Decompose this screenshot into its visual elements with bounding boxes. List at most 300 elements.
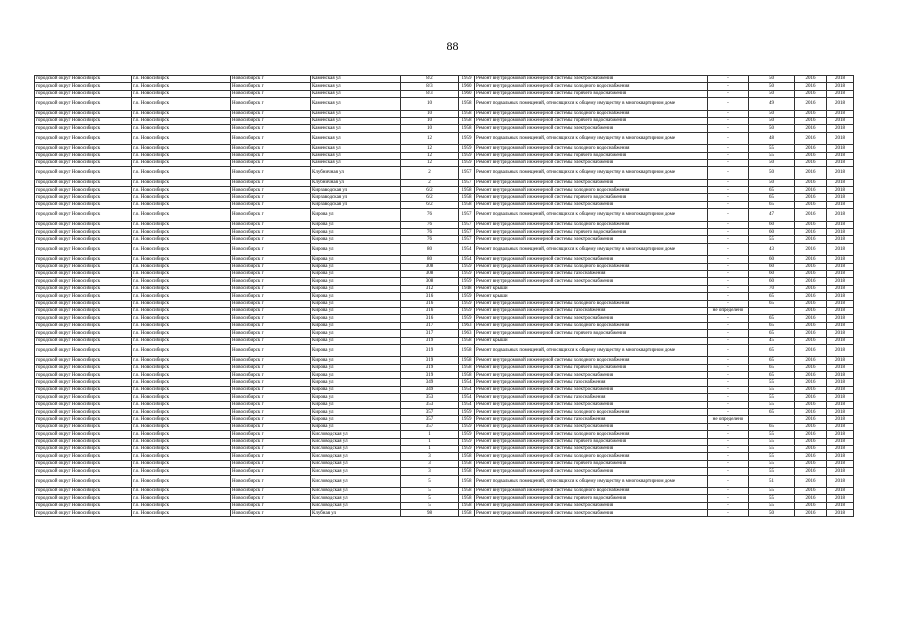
- start-year-cell: 2016: [795, 487, 827, 494]
- table-row: [35, 487, 854, 494]
- street-cell: Кирова ул: [311, 416, 401, 423]
- municipal-district-cell: городской округ Новосибирск: [35, 337, 132, 344]
- end-year-cell: 2018: [827, 209, 854, 221]
- build-year-cell: 1957: [459, 221, 475, 228]
- settlement-cell: Новосибирск г: [231, 357, 311, 364]
- street-cell: Каменская ул: [311, 98, 401, 110]
- work-type-cell: Ремонт внутридомовой инженерной системы газоснабжения: [475, 416, 708, 423]
- municipality-cell: г.о. Новосибирск: [132, 386, 231, 393]
- house-number-cell: 349: [401, 379, 459, 386]
- table-row: [35, 152, 854, 159]
- start-year-cell: 2016: [795, 453, 827, 460]
- street-cell: Кирова ул: [311, 221, 401, 228]
- status-cell: -: [708, 209, 749, 221]
- municipal-district-cell: городской округ Новосибирск: [35, 98, 132, 110]
- municipality-cell: г.о. Новосибирск: [132, 495, 231, 502]
- end-year-cell: 2018: [827, 416, 854, 423]
- build-year-cell: 1958: [459, 117, 475, 124]
- street-cell: Кирзаводская ул: [311, 187, 401, 194]
- work-type-cell: Ремонт внутридомовой инженерной системы электроснабжения: [475, 502, 708, 509]
- start-year-cell: 2016: [795, 468, 827, 475]
- build-year-cell: 1954: [459, 256, 475, 263]
- status-cell: -: [708, 221, 749, 228]
- house-number-cell: 1: [401, 445, 459, 452]
- start-year-cell: 2016: [795, 495, 827, 502]
- municipal-district-cell: городской округ Новосибирск: [35, 315, 132, 322]
- settlement-cell: Новосибирск г: [231, 179, 311, 186]
- end-year-cell: 2018: [827, 401, 854, 408]
- work-type-cell: Ремонт внутридомовой инженерной системы электроснабжения: [475, 76, 708, 83]
- wear-percent-cell: 65: [749, 322, 795, 329]
- municipal-district-cell: городской округ Новосибирск: [35, 159, 132, 166]
- municipality-cell: г.о. Новосибирск: [132, 409, 231, 416]
- settlement-cell: Новосибирск г: [231, 117, 311, 124]
- start-year-cell: 2016: [795, 167, 827, 179]
- street-cell: Кирова ул: [311, 209, 401, 221]
- house-number-cell: 319: [401, 357, 459, 364]
- street-cell: Каменская ул: [311, 132, 401, 144]
- house-number-cell: 12: [401, 145, 459, 152]
- street-cell: Каменская ул: [311, 76, 401, 83]
- start-year-cell: 2016: [795, 315, 827, 322]
- build-year-cell: 1958: [459, 110, 475, 117]
- table-row: [35, 98, 854, 110]
- build-year-cell: 1958: [459, 502, 475, 509]
- build-year-cell: 1958: [459, 495, 475, 502]
- table-row: [35, 468, 854, 475]
- settlement-cell: Новосибирск г: [231, 132, 311, 144]
- house-number-cell: 6/2: [401, 201, 459, 208]
- table-row: [35, 229, 854, 236]
- settlement-cell: Новосибирск г: [231, 372, 311, 379]
- table-row: [35, 394, 854, 401]
- status-cell: -: [708, 460, 749, 467]
- table-row: [35, 337, 854, 344]
- municipality-cell: г.о. Новосибирск: [132, 152, 231, 159]
- start-year-cell: 2016: [795, 475, 827, 487]
- wear-percent-cell: 55: [749, 145, 795, 152]
- end-year-cell: 2018: [827, 337, 854, 344]
- municipal-district-cell: городской округ Новосибирск: [35, 125, 132, 132]
- house-number-cell: 312: [401, 285, 459, 292]
- wear-percent-cell: 60: [749, 278, 795, 285]
- start-year-cell: 2016: [795, 83, 827, 90]
- house-number-cell: 12: [401, 152, 459, 159]
- municipal-district-cell: городской округ Новосибирск: [35, 293, 132, 300]
- end-year-cell: 2018: [827, 187, 854, 194]
- settlement-cell: Новосибирск г: [231, 453, 311, 460]
- municipal-district-cell: городской округ Новосибирск: [35, 145, 132, 152]
- table-row: [35, 475, 854, 487]
- end-year-cell: 2018: [827, 364, 854, 371]
- table-row: [35, 76, 854, 83]
- end-year-cell: 2018: [827, 76, 854, 83]
- house-number-cell: 5: [401, 495, 459, 502]
- settlement-cell: Новосибирск г: [231, 125, 311, 132]
- start-year-cell: 2016: [795, 236, 827, 243]
- street-cell: Кирова ул: [311, 256, 401, 263]
- build-year-cell: 1958: [459, 372, 475, 379]
- table-row: [35, 307, 854, 314]
- house-number-cell: 98: [401, 510, 459, 517]
- table-row: [35, 372, 854, 379]
- status-cell: -: [708, 409, 749, 416]
- municipality-cell: г.о. Новосибирск: [132, 510, 231, 517]
- start-year-cell: 2016: [795, 152, 827, 159]
- table-row: [35, 187, 854, 194]
- house-number-cell: 12: [401, 132, 459, 144]
- start-year-cell: 2016: [795, 307, 827, 314]
- build-year-cell: 1963: [459, 330, 475, 337]
- wear-percent-cell: 55: [749, 487, 795, 494]
- wear-percent-cell: 55: [749, 401, 795, 408]
- municipal-district-cell: городской округ Новосибирск: [35, 502, 132, 509]
- street-cell: Каменская ул: [311, 125, 401, 132]
- end-year-cell: 2018: [827, 98, 854, 110]
- work-type-cell: Ремонт внутридомовой инженерной системы электроснабжения: [475, 510, 708, 517]
- house-number-cell: 76: [401, 209, 459, 221]
- status-cell: -: [708, 330, 749, 337]
- table-row: [35, 167, 854, 179]
- work-type-cell: Ремонт внутридомовой инженерной системы горячего водоснабжения: [475, 229, 708, 236]
- municipal-district-cell: городской округ Новосибирск: [35, 423, 132, 430]
- house-number-cell: 10: [401, 117, 459, 124]
- municipal-district-cell: городской округ Новосибирск: [35, 495, 132, 502]
- house-number-cell: 349: [401, 386, 459, 393]
- work-type-cell: Ремонт внутридомовой инженерной системы электроснабжения: [475, 278, 708, 285]
- street-cell: Кирова ул: [311, 357, 401, 364]
- wear-percent-cell: 65: [749, 194, 795, 201]
- status-cell: -: [708, 117, 749, 124]
- start-year-cell: 2016: [795, 438, 827, 445]
- settlement-cell: Новосибирск г: [231, 379, 311, 386]
- street-cell: Кирова ул: [311, 263, 401, 270]
- table-row: [35, 364, 854, 371]
- end-year-cell: 2018: [827, 357, 854, 364]
- municipality-cell: г.о. Новосибирск: [132, 194, 231, 201]
- table-row: [35, 278, 854, 285]
- table-row: [35, 159, 854, 166]
- settlement-cell: Новосибирск г: [231, 416, 311, 423]
- municipality-cell: г.о. Новосибирск: [132, 278, 231, 285]
- build-year-cell: 1959: [459, 270, 475, 277]
- work-type-cell: Ремонт внутридомовой инженерной системы горячего водоснабжения: [475, 90, 708, 97]
- wear-percent-cell: 60: [749, 256, 795, 263]
- house-number-cell: 357: [401, 416, 459, 423]
- municipal-district-cell: городской округ Новосибирск: [35, 263, 132, 270]
- end-year-cell: 2018: [827, 152, 854, 159]
- end-year-cell: 2018: [827, 132, 854, 144]
- settlement-cell: Новосибирск г: [231, 263, 311, 270]
- table-row: [35, 256, 854, 263]
- build-year-cell: 1954: [459, 386, 475, 393]
- status-cell: -: [708, 285, 749, 292]
- work-type-cell: Ремонт подвальных помещений, относящихся к общему имуществу в многоквартирном доме: [475, 243, 708, 255]
- build-year-cell: 1958: [459, 357, 475, 364]
- build-year-cell: 1958: [459, 125, 475, 132]
- settlement-cell: Новосибирск г: [231, 475, 311, 487]
- end-year-cell: 2018: [827, 394, 854, 401]
- status-cell: -: [708, 344, 749, 356]
- table-row: [35, 90, 854, 97]
- build-year-cell: 1958: [459, 468, 475, 475]
- house-number-cell: 357: [401, 409, 459, 416]
- status-cell: -: [708, 394, 749, 401]
- municipality-cell: г.о. Новосибирск: [132, 431, 231, 438]
- municipality-cell: г.о. Новосибирск: [132, 83, 231, 90]
- build-year-cell: 1958: [459, 460, 475, 467]
- work-type-cell: Ремонт внутридомовой инженерной системы горячего водоснабжения: [475, 438, 708, 445]
- table-row: [35, 438, 854, 445]
- work-type-cell: Ремонт крыши: [475, 337, 708, 344]
- work-type-cell: Ремонт внутридомовой инженерной системы электроснабжения: [475, 236, 708, 243]
- start-year-cell: 2016: [795, 201, 827, 208]
- status-cell: -: [708, 179, 749, 186]
- wear-percent-cell: 50: [749, 179, 795, 186]
- settlement-cell: Новосибирск г: [231, 409, 311, 416]
- end-year-cell: 2018: [827, 300, 854, 307]
- settlement-cell: Новосибирск г: [231, 300, 311, 307]
- municipality-cell: г.о. Новосибирск: [132, 394, 231, 401]
- street-cell: Клубничная ул: [311, 167, 401, 179]
- municipality-cell: г.о. Новосибирск: [132, 344, 231, 356]
- build-year-cell: 1963: [459, 322, 475, 329]
- build-year-cell: 1959: [459, 145, 475, 152]
- table-row: [35, 401, 854, 408]
- municipal-district-cell: городской округ Новосибирск: [35, 468, 132, 475]
- street-cell: Кисловодская ул: [311, 438, 401, 445]
- municipal-district-cell: городской округ Новосибирск: [35, 487, 132, 494]
- status-cell: -: [708, 263, 749, 270]
- build-year-cell: 1958: [459, 510, 475, 517]
- municipal-district-cell: городской округ Новосибирск: [35, 431, 132, 438]
- municipal-district-cell: городской округ Новосибирск: [35, 386, 132, 393]
- wear-percent-cell: 50: [749, 83, 795, 90]
- wear-percent-cell: 55: [749, 502, 795, 509]
- wear-percent-cell: 55: [749, 495, 795, 502]
- status-cell: -: [708, 125, 749, 132]
- municipality-cell: г.о. Новосибирск: [132, 256, 231, 263]
- house-number-cell: 10: [401, 125, 459, 132]
- street-cell: Кисловодская ул: [311, 431, 401, 438]
- street-cell: Каменская ул: [311, 90, 401, 97]
- table-row: [35, 510, 854, 517]
- settlement-cell: Новосибирск г: [231, 167, 311, 179]
- table-row: [35, 110, 854, 117]
- start-year-cell: 2016: [795, 409, 827, 416]
- house-number-cell: 6/2: [401, 194, 459, 201]
- wear-percent-cell: 51: [749, 475, 795, 487]
- work-type-cell: Ремонт внутридомовой инженерной системы холодного водоснабжения: [475, 110, 708, 117]
- work-type-cell: Ремонт внутридомовой инженерной системы горячего водоснабжения: [475, 364, 708, 371]
- work-type-cell: Ремонт внутридомовой инженерной системы электроснабжения: [475, 468, 708, 475]
- street-cell: Кирова ул: [311, 243, 401, 255]
- end-year-cell: 2018: [827, 110, 854, 117]
- start-year-cell: 2016: [795, 263, 827, 270]
- municipal-district-cell: городской округ Новосибирск: [35, 209, 132, 221]
- end-year-cell: 2018: [827, 445, 854, 452]
- start-year-cell: 2016: [795, 229, 827, 236]
- municipal-district-cell: городской округ Новосибирск: [35, 409, 132, 416]
- house-number-cell: 308: [401, 270, 459, 277]
- end-year-cell: 2018: [827, 460, 854, 467]
- work-type-cell: Ремонт внутридомовой инженерной системы газоснабжения: [475, 394, 708, 401]
- house-number-cell: 3: [401, 453, 459, 460]
- work-type-cell: Ремонт внутридомовой инженерной системы холодного водоснабжения: [475, 431, 708, 438]
- settlement-cell: Новосибирск г: [231, 256, 311, 263]
- house-number-cell: 319: [401, 372, 459, 379]
- house-number-cell: 5: [401, 487, 459, 494]
- start-year-cell: 2016: [795, 423, 827, 430]
- wear-percent-cell: 55: [749, 445, 795, 452]
- wear-percent-cell: 43: [749, 243, 795, 255]
- work-type-cell: Ремонт подвальных помещений, относящихся к общему имуществу в многоквартирном доме: [475, 98, 708, 110]
- street-cell: Кисловодская ул: [311, 445, 401, 452]
- municipality-cell: г.о. Новосибирск: [132, 438, 231, 445]
- build-year-cell: 1959: [459, 159, 475, 166]
- settlement-cell: Новосибирск г: [231, 315, 311, 322]
- work-type-cell: Ремонт внутридомовой инженерной системы газоснабжения: [475, 379, 708, 386]
- street-cell: Кирова ул: [311, 386, 401, 393]
- table-row: [35, 145, 854, 152]
- status-cell: -: [708, 243, 749, 255]
- status-cell: -: [708, 270, 749, 277]
- work-type-cell: Ремонт внутридомовой инженерной системы холодного водоснабжения: [475, 221, 708, 228]
- build-year-cell: 1959: [459, 293, 475, 300]
- end-year-cell: 2018: [827, 159, 854, 166]
- house-number-cell: 80: [401, 243, 459, 255]
- municipal-district-cell: городской округ Новосибирск: [35, 445, 132, 452]
- work-type-cell: Ремонт внутридомовой инженерной системы электроснабжения: [475, 445, 708, 452]
- work-type-cell: Ремонт внутридомовой инженерной системы горячего водоснабжения: [475, 152, 708, 159]
- street-cell: Кисловодская ул: [311, 453, 401, 460]
- status-cell: -: [708, 152, 749, 159]
- table-row: [35, 125, 854, 132]
- house-number-cell: 353: [401, 394, 459, 401]
- municipality-cell: г.о. Новосибирск: [132, 460, 231, 467]
- municipality-cell: г.о. Новосибирск: [132, 364, 231, 371]
- street-cell: Кирова ул: [311, 330, 401, 337]
- municipal-district-cell: городской округ Новосибирск: [35, 110, 132, 117]
- wear-percent-cell: 55: [749, 386, 795, 393]
- settlement-cell: Новосибирск г: [231, 337, 311, 344]
- build-year-cell: 1958: [459, 187, 475, 194]
- street-cell: Каменская ул: [311, 110, 401, 117]
- start-year-cell: 2016: [795, 278, 827, 285]
- settlement-cell: Новосибирск г: [231, 221, 311, 228]
- end-year-cell: 2018: [827, 117, 854, 124]
- settlement-cell: Новосибирск г: [231, 270, 311, 277]
- work-type-cell: Ремонт крыши: [475, 285, 708, 292]
- table-row: [35, 179, 854, 186]
- end-year-cell: 2018: [827, 285, 854, 292]
- status-cell: -: [708, 510, 749, 517]
- status-cell: -: [708, 364, 749, 371]
- wear-percent-cell: 60: [749, 263, 795, 270]
- build-year-cell: 1959: [459, 263, 475, 270]
- municipality-cell: г.о. Новосибирск: [132, 285, 231, 292]
- table-row: [35, 285, 854, 292]
- municipal-district-cell: городской округ Новосибирск: [35, 167, 132, 179]
- municipality-cell: г.о. Новосибирск: [132, 423, 231, 430]
- street-cell: Кирова ул: [311, 307, 401, 314]
- settlement-cell: Новосибирск г: [231, 423, 311, 430]
- municipal-district-cell: городской округ Новосибирск: [35, 344, 132, 356]
- settlement-cell: Новосибирск г: [231, 201, 311, 208]
- settlement-cell: Новосибирск г: [231, 236, 311, 243]
- start-year-cell: 2016: [795, 285, 827, 292]
- wear-percent-cell: [749, 307, 795, 314]
- build-year-cell: 1954: [459, 401, 475, 408]
- municipality-cell: г.о. Новосибирск: [132, 330, 231, 337]
- wear-percent-cell: 50: [749, 117, 795, 124]
- house-number-cell: 316: [401, 293, 459, 300]
- settlement-cell: Новосибирск г: [231, 460, 311, 467]
- house-number-cell: 316: [401, 300, 459, 307]
- settlement-cell: Новосибирск г: [231, 394, 311, 401]
- wear-percent-cell: 50: [749, 90, 795, 97]
- work-type-cell: Ремонт подвальных помещений, относящихся к общему имуществу в многоквартирном доме: [475, 209, 708, 221]
- house-number-cell: 3: [401, 460, 459, 467]
- start-year-cell: 2016: [795, 179, 827, 186]
- end-year-cell: 2018: [827, 487, 854, 494]
- status-cell: -: [708, 337, 749, 344]
- wear-percent-cell: 65: [749, 201, 795, 208]
- wear-percent-cell: 70: [749, 285, 795, 292]
- end-year-cell: 2018: [827, 510, 854, 517]
- street-cell: Кирова ул: [311, 236, 401, 243]
- street-cell: Кисловодская ул: [311, 475, 401, 487]
- wear-percent-cell: 55: [749, 236, 795, 243]
- build-year-cell: 1959: [459, 300, 475, 307]
- build-year-cell: 1958: [459, 201, 475, 208]
- table-row: [35, 409, 854, 416]
- table-row: [35, 453, 854, 460]
- municipality-cell: г.о. Новосибирск: [132, 243, 231, 255]
- street-cell: Кирова ул: [311, 300, 401, 307]
- settlement-cell: Новосибирск г: [231, 293, 311, 300]
- house-number-cell: 2: [401, 179, 459, 186]
- status-cell: -: [708, 132, 749, 144]
- end-year-cell: 2018: [827, 278, 854, 285]
- street-cell: Кирова ул: [311, 364, 401, 371]
- municipal-district-cell: городской округ Новосибирск: [35, 90, 132, 97]
- street-cell: Каменская ул: [311, 152, 401, 159]
- status-cell: -: [708, 495, 749, 502]
- start-year-cell: 2016: [795, 125, 827, 132]
- start-year-cell: 2016: [795, 221, 827, 228]
- status-cell: -: [708, 83, 749, 90]
- status-cell: -: [708, 187, 749, 194]
- settlement-cell: Новосибирск г: [231, 401, 311, 408]
- settlement-cell: Новосибирск г: [231, 152, 311, 159]
- work-type-cell: Ремонт внутридомовой инженерной системы холодного водоснабжения: [475, 300, 708, 307]
- start-year-cell: 2016: [795, 300, 827, 307]
- table-row: [35, 315, 854, 322]
- wear-percent-cell: 65: [749, 357, 795, 364]
- build-year-cell: 1958: [459, 344, 475, 356]
- start-year-cell: 2016: [795, 344, 827, 356]
- status-cell: -: [708, 278, 749, 285]
- municipality-cell: г.о. Новосибирск: [132, 416, 231, 423]
- start-year-cell: 2016: [795, 293, 827, 300]
- start-year-cell: 2016: [795, 357, 827, 364]
- municipal-district-cell: городской округ Новосибирск: [35, 221, 132, 228]
- settlement-cell: Новосибирск г: [231, 110, 311, 117]
- municipality-cell: г.о. Новосибирск: [132, 293, 231, 300]
- municipality-cell: г.о. Новосибирск: [132, 502, 231, 509]
- end-year-cell: 2018: [827, 270, 854, 277]
